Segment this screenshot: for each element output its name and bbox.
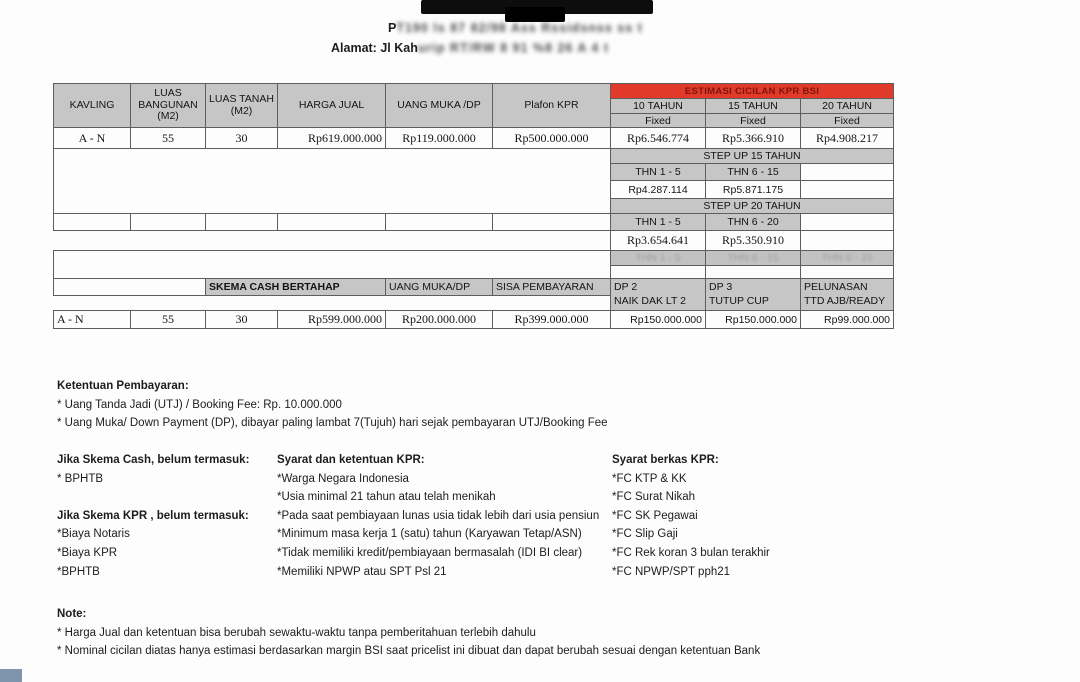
table-row	[54, 84, 894, 99]
empty-cell	[278, 214, 386, 231]
kpr-terms-item: *Tidak memiliki kredit/pembiayaan bermasalah (IDI BI clear)	[277, 546, 583, 559]
fixed-label: Fixed	[611, 114, 706, 128]
redacted-text: T190 ls 87 82/98 Ass Rssidsnss ss t	[396, 21, 643, 35]
header-plafon-kpr: Plafon KPR	[493, 84, 611, 128]
cell-luas-tanah: 30	[206, 311, 278, 329]
table-row	[54, 214, 894, 231]
note-item: * Harga Jual dan ketentuan bisa berubah sewaktu-waktu tanpa pemberitahuan terlebih dahulu	[57, 626, 536, 639]
step15-head-1: THN 1 - 5	[611, 164, 706, 181]
tenor-20: 20 TAHUN	[801, 99, 894, 114]
kpr-terms-column	[277, 451, 599, 581]
cell-plafon: Rp500.000.000	[493, 128, 611, 149]
cell-harga-jual: Rp619.000.000	[278, 128, 386, 149]
kpr-docs-item: *FC KTP & KK	[612, 472, 687, 485]
kpr-docs-item: *FC NPWP/SPT pph21	[612, 565, 731, 578]
cell-uang-muka: Rp119.000.000	[386, 128, 493, 149]
dp3-line1: DP 3	[709, 280, 733, 293]
step20-value-1: Rp3.654.641	[611, 231, 706, 251]
document-title-line2	[331, 41, 609, 55]
note-section	[57, 605, 760, 661]
header-kavling: KAVLING	[54, 84, 131, 128]
cell-pelunasan-value: Rp99.000.000	[801, 311, 894, 329]
empty-cell	[54, 279, 206, 296]
group-header-estimasi-cicilan: ESTIMASI CICILAN KPR BSI	[611, 84, 894, 99]
payment-terms-title: Ketentuan Pembayaran:	[57, 380, 189, 392]
tenor-10: 10 TAHUN	[611, 99, 706, 114]
cell-cicilan-15: Rp5.366.910	[706, 128, 801, 149]
cell-luas-bangunan: 55	[131, 128, 206, 149]
tenor-15: 15 TAHUN	[706, 99, 801, 114]
redacted-text: urip RT/RW 8 91 %8 26 A 4 t	[417, 41, 610, 55]
header-luas-bangunan: LUAS BANGUNAN (M2)	[131, 84, 206, 128]
skema-cash-label: SKEMA CASH BERTAHAP	[206, 279, 386, 296]
note-title: Note:	[57, 608, 87, 620]
cell-sisa: Rp399.000.000	[493, 311, 611, 329]
kpr-docs-item: *FC Rek koran 3 bulan terakhir	[612, 546, 770, 559]
ghost-cell	[611, 251, 706, 266]
table-row	[54, 149, 894, 164]
header-luas-tanah: LUAS TANAH (M2)	[206, 84, 278, 128]
step20-head-2: THN 6 - 20	[706, 214, 801, 231]
payment-terms-section	[57, 377, 608, 433]
ghost-text: THN 6 - 15	[821, 252, 873, 264]
empty-cell	[611, 266, 706, 279]
spacer	[57, 488, 249, 507]
empty-cell	[801, 266, 894, 279]
kpr-exclusions-item: *BPHTB	[57, 565, 100, 578]
cell-harga-jual: Rp599.000.000	[278, 311, 386, 329]
pelunasan-line2: TTD AJB/READY	[804, 294, 886, 307]
cell-luas-bangunan: 55	[131, 311, 206, 329]
cash-data-row	[54, 311, 894, 329]
cell-cicilan-10: Rp6.546.774	[611, 128, 706, 149]
kpr-exclusions-item: *Biaya KPR	[57, 546, 118, 559]
stepup20-label: STEP UP 20 TAHUN	[611, 199, 894, 214]
dp3-line2: TUTUP CUP	[709, 294, 769, 307]
empty-region	[54, 251, 611, 279]
cell-cicilan-20: Rp4.908.217	[801, 128, 894, 149]
address-prefix: Alamat: Jl Kah	[331, 41, 418, 55]
document-title-line1	[388, 21, 643, 35]
kpr-docs-item: *FC SK Pegawai	[612, 509, 698, 522]
table-row	[54, 251, 894, 266]
cash-exclusions-title: Jika Skema Cash, belum termasuk:	[57, 454, 250, 466]
ghost-cell	[706, 251, 801, 266]
empty-cell	[54, 214, 131, 231]
ghost-cell	[801, 251, 894, 266]
empty-cell	[801, 231, 894, 251]
empty-cell	[493, 214, 611, 231]
kpr-data-row	[54, 128, 894, 149]
note-item: * Nominal cicilan diatas hanya estimasi berdasarkan margin BSI saat pricelist ini dibuat dan dapat berubah sesuai dengan ketentuan Bank	[57, 645, 761, 658]
header-uang-muka: UANG MUKA /DP	[386, 84, 493, 128]
empty-region	[54, 296, 611, 311]
kpr-docs-item: *FC Surat Nikah	[612, 491, 696, 504]
dp2-line2: NAIK DAK LT 2	[614, 294, 686, 307]
kpr-terms-item: *Usia minimal 21 tahun atau telah menikah	[277, 491, 496, 504]
kpr-exclusions-title: Jika Skema KPR , belum termasuk:	[57, 509, 249, 522]
kpr-terms-item: *Warga Negara Indonesia	[277, 472, 409, 485]
cell-kavling: A - N	[54, 128, 131, 149]
stepup15-label: STEP UP 15 TAHUN	[611, 149, 894, 164]
empty-cell	[131, 214, 206, 231]
cell-kavling: A - N	[54, 311, 131, 329]
step15-head-2: THN 6 - 15	[706, 164, 801, 181]
kpr-terms-item: *Memiliki NPWP atau SPT Psl 21	[277, 565, 447, 578]
pelunasan-line1: PELUNASAN	[804, 280, 868, 293]
cell-dp2-value: Rp150.000.000	[611, 311, 706, 329]
empty-cell	[206, 214, 278, 231]
kpr-docs-item: *FC Slip Gaji	[612, 528, 678, 541]
cash-head-sisa: SISA PEMBAYARAN	[493, 279, 611, 296]
step15-value-2: Rp5.871.175	[706, 181, 801, 199]
cash-head-dp2	[611, 279, 706, 311]
empty-region	[54, 149, 611, 214]
fixed-label: Fixed	[801, 114, 894, 128]
payment-terms-item: * Uang Muka/ Down Payment (DP), dibayar paling lambat 7(Tujuh) hari sejak pembayaran UTJ/Booking Fee	[57, 417, 608, 430]
kpr-terms-item: *Minimum masa kerja 1 (satu) tahun (Karyawan Tetap/ASN)	[277, 528, 582, 541]
fixed-label: Fixed	[706, 114, 801, 128]
cash-header-row	[54, 279, 894, 296]
step15-value-1: Rp4.287.114	[611, 181, 706, 199]
step20-head-1: THN 1 - 5	[611, 214, 706, 231]
price-table	[53, 83, 894, 329]
empty-cell	[706, 266, 801, 279]
exclusions-column	[57, 451, 249, 581]
corner-artifact	[0, 669, 22, 682]
header-harga-jual: HARGA JUAL	[278, 84, 386, 128]
kpr-terms-item: *Pada saat pembiayaan lunas usia tidak lebih dari usia pensiun	[277, 509, 600, 522]
cash-head-uang-muka: UANG MUKA/DP	[386, 279, 493, 296]
empty-strip	[54, 231, 611, 251]
cell-uang-muka: Rp200.000.000	[386, 311, 493, 329]
redaction-bar	[505, 7, 565, 22]
empty-cell	[386, 214, 493, 231]
kpr-docs-column	[612, 451, 770, 581]
cash-exclusions-item: * BPHTB	[57, 472, 104, 485]
kpr-terms-title: Syarat dan ketentuan KPR:	[277, 454, 425, 466]
payment-terms-item: * Uang Tanda Jadi (UTJ) / Booking Fee: Rp. 10.000.000	[57, 398, 342, 411]
empty-cell	[801, 164, 894, 181]
ghost-text: THN 1 - 5	[635, 252, 681, 264]
empty-cell	[801, 181, 894, 199]
title-prefix: P	[388, 21, 397, 35]
empty-cell	[801, 214, 894, 231]
dp2-line1: DP 2	[614, 280, 638, 293]
cell-luas-tanah: 30	[206, 128, 278, 149]
ghost-text: THN 6 - 15	[727, 252, 779, 264]
cash-head-pelunasan	[801, 279, 894, 311]
cash-head-dp3	[706, 279, 801, 311]
kpr-exclusions-item: *Biaya Notaris	[57, 528, 130, 541]
step20-value-2: Rp5.350.910	[706, 231, 801, 251]
kpr-docs-title: Syarat berkas KPR:	[612, 454, 719, 466]
cell-dp3-value: Rp150.000.000	[706, 311, 801, 329]
table-row	[54, 231, 894, 251]
